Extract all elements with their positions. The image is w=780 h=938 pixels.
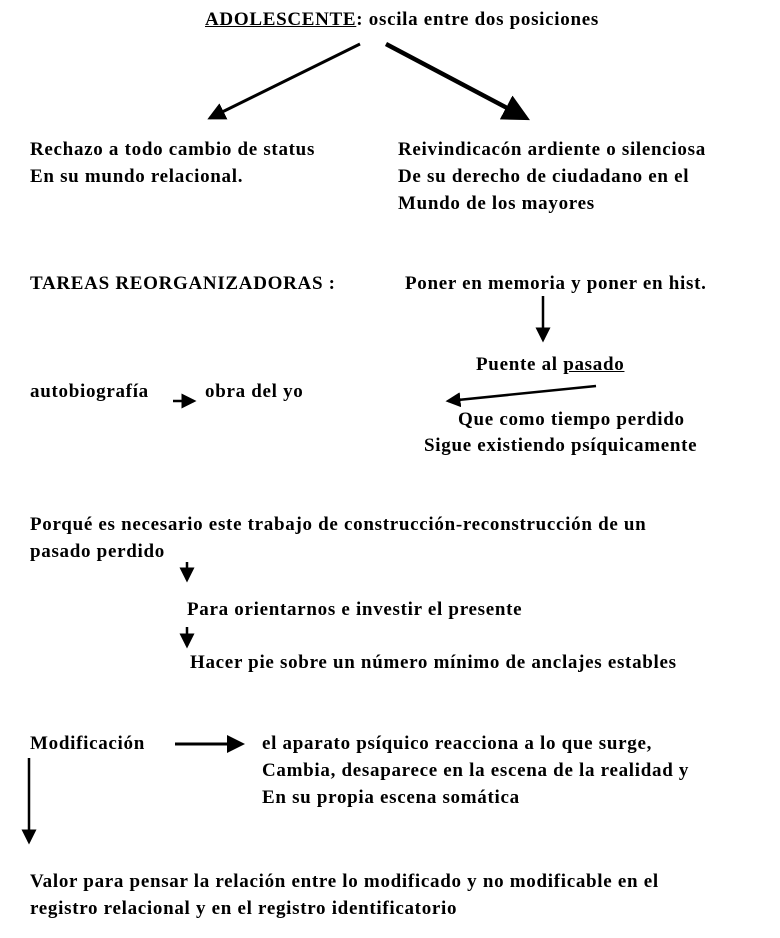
modification-value bbox=[30, 868, 659, 922]
bridge-keyword: pasado bbox=[563, 354, 625, 375]
tareas-task: Poner en memoria y poner en hist. bbox=[405, 273, 707, 294]
right-position bbox=[398, 136, 706, 217]
modification-effect bbox=[262, 730, 689, 811]
arrow-to-rechazo bbox=[210, 44, 360, 118]
bridge-desc-line: Que como tiempo perdido bbox=[458, 409, 685, 430]
bridge-title bbox=[476, 351, 624, 378]
left-position bbox=[30, 136, 315, 190]
work-of-self: obra del yo bbox=[205, 381, 304, 402]
right-position-line: Mundo de los mayores bbox=[398, 193, 595, 214]
modification-value-line: Valor para pensar la relación entre lo modificado y no modificable en el bbox=[30, 871, 659, 892]
modification-effect-line: Cambia, desaparece en la escena de la realidad y bbox=[262, 760, 690, 781]
title-keyword: ADOLESCENTE bbox=[205, 9, 357, 30]
why-question bbox=[30, 511, 646, 565]
autobiography: autobiografía bbox=[30, 381, 149, 402]
bridge-desc-line: Sigue existiendo psíquicamente bbox=[424, 435, 698, 456]
arrow-puente-to-autobiografia bbox=[448, 386, 596, 401]
why-step2: Hacer pie sobre un número mínimo de anclajes estables bbox=[190, 652, 677, 673]
right-position-line: De su derecho de ciudadano en el bbox=[398, 166, 690, 187]
arrow-to-reivindicacion bbox=[386, 44, 526, 118]
left-position-line: Rechazo a todo cambio de status bbox=[30, 139, 316, 160]
why-question-line: pasado perdido bbox=[30, 541, 165, 562]
why-step1: Para orientarnos e investir el presente bbox=[187, 599, 523, 620]
modification-label: Modificación bbox=[30, 733, 145, 754]
modification-effect-line: En su propia escena somática bbox=[262, 787, 520, 808]
why-question-line: Porqué es necesario este trabajo de construcción-reconstrucción de un bbox=[30, 514, 647, 535]
modification-effect-line: el aparato psíquico reacciona a lo que surge, bbox=[262, 733, 653, 754]
title-rest: : oscila entre dos posiciones bbox=[356, 9, 599, 30]
page-title bbox=[205, 6, 599, 33]
tareas-label: TAREAS REORGANIZADORAS : bbox=[30, 273, 336, 294]
bridge-prefix: Puente al bbox=[476, 354, 564, 375]
left-position-line: En su mundo relacional. bbox=[30, 166, 244, 187]
right-position-line: Reivindicacón ardiente o silenciosa bbox=[398, 139, 706, 160]
modification-value-line: registro relacional y en el registro identificatorio bbox=[30, 898, 458, 919]
